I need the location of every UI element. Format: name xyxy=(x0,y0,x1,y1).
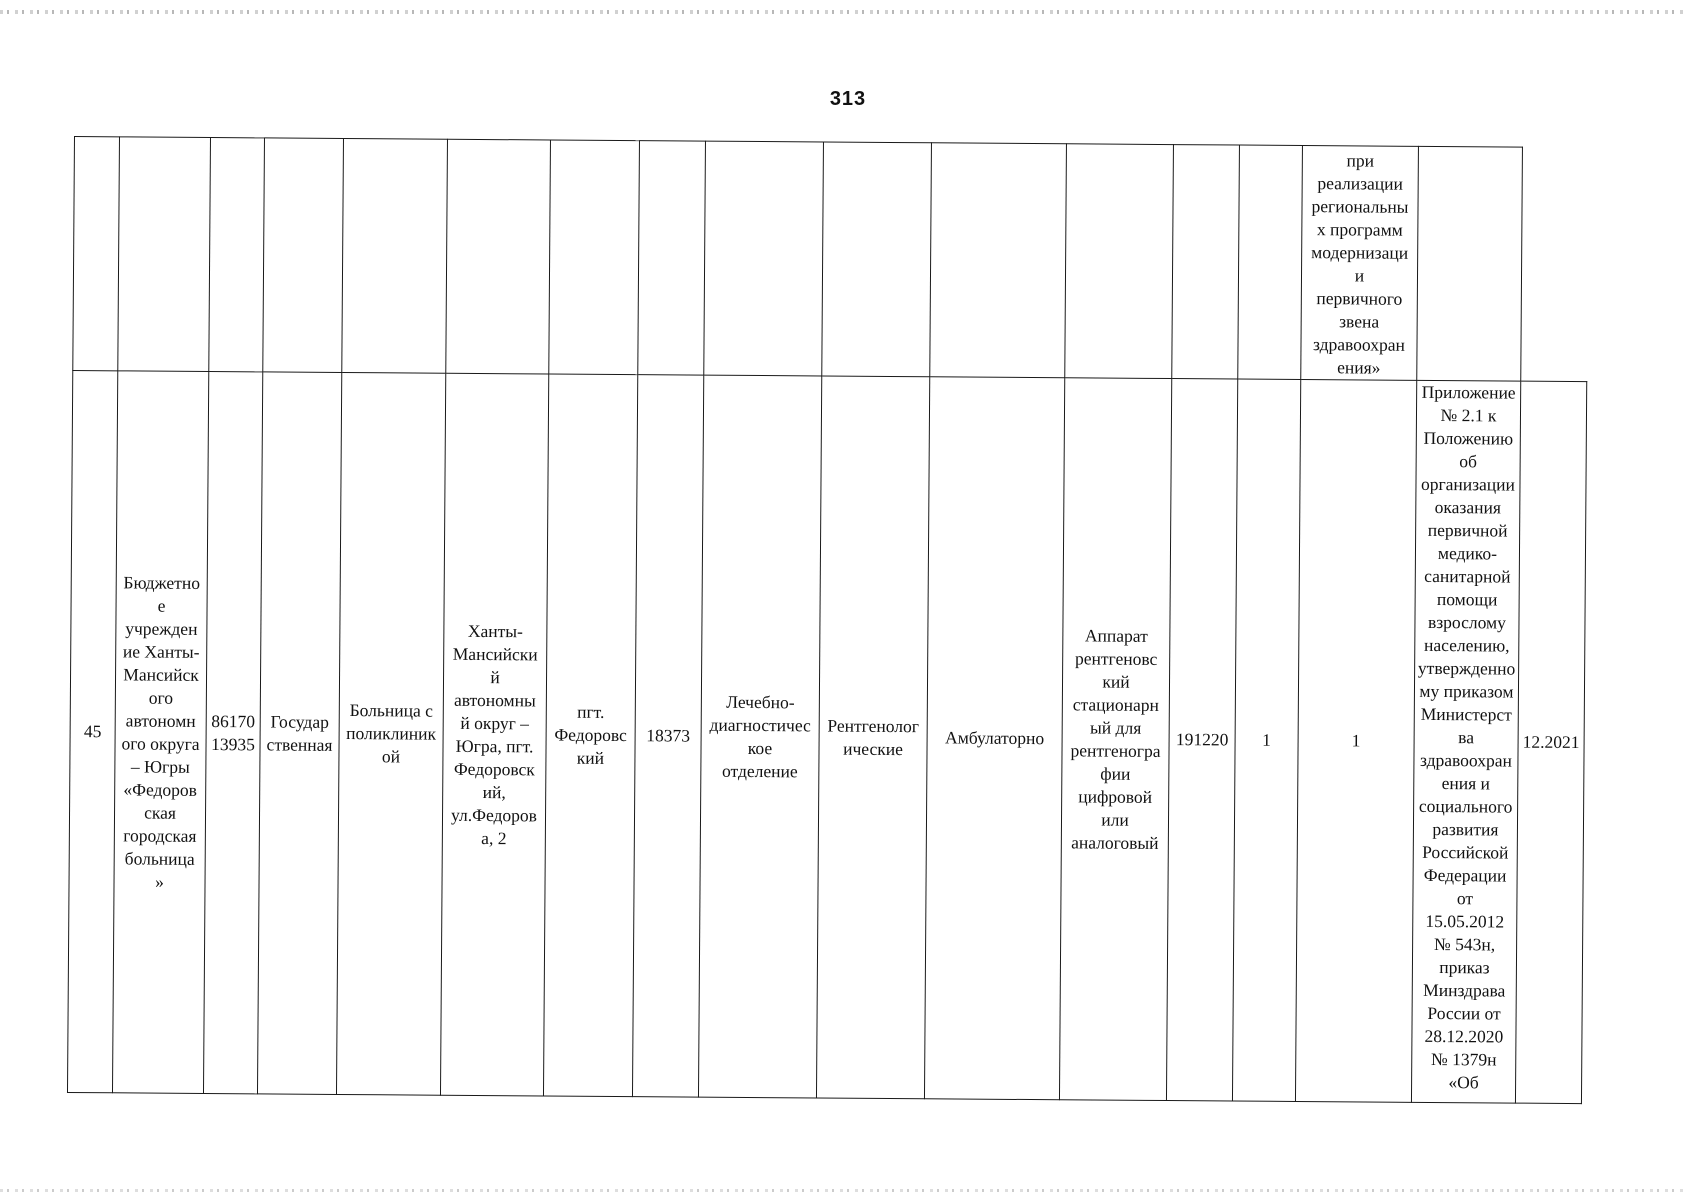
table-cell xyxy=(930,143,1067,378)
equipment-name: Аппарат рентгеновс кий стационарн ый для рентгеногра фии цифровой или аналоговый xyxy=(1059,378,1171,1101)
quantity-planned: 1 xyxy=(1295,379,1416,1102)
table-row xyxy=(67,370,1586,1103)
table-cell xyxy=(1417,146,1523,381)
page-number: 313 xyxy=(829,88,867,110)
table-cell xyxy=(263,138,344,373)
table-cell xyxy=(209,138,265,372)
table-row-continuation xyxy=(73,137,1589,382)
table-cell xyxy=(638,141,706,375)
equipment-table xyxy=(67,136,1589,1104)
facility-type: Больница с поликлиник ой xyxy=(336,372,445,1095)
scan-edge-top xyxy=(0,10,1686,14)
table-cell xyxy=(118,137,211,372)
quantity-required: 1 xyxy=(1232,379,1300,1101)
table-cell xyxy=(342,138,448,373)
care-form: Амбулаторно xyxy=(924,377,1064,1100)
ownership-type: Государ ственная xyxy=(257,372,341,1095)
locality-name: пгт. Федоровс кий xyxy=(543,374,637,1097)
table-cell xyxy=(446,139,551,374)
legal-basis: Приложение № 2.1 к Положению об организации оказания первичной медико- санитарной помощи взрослому населению, утвержденно му приказом Министерст ва здравоохран ения и социального развития Российской Федерации от 15.05.2012 № 543н, приказ Минздрава России от 28.12.2020 № 1379н «Об xyxy=(1411,380,1520,1103)
locality-code: 18373 xyxy=(632,375,703,1097)
row-number: 45 xyxy=(67,370,117,1092)
delivery-date: 12.2021 xyxy=(1515,381,1586,1103)
organization-name: Бюджетно е учрежден ие Ханты- Мансийск ого автономн ого округа – Югры «Федоров ская городская больница » xyxy=(112,371,208,1094)
table-cell xyxy=(549,140,640,375)
legal-basis-continuation: при реализации региональны х программ модернизаци и первичного звена здравоохран ения» xyxy=(1301,146,1419,381)
organization-code: 86170 13935 xyxy=(203,371,262,1093)
facility-address: Ханты- Мансийски й автономны й округ – Югра, пгт. Федоровск ий, ул.Федоров а, 2 xyxy=(440,373,548,1096)
table-cell xyxy=(704,141,824,376)
department-name: Лечебно- диагностичес кое отделение xyxy=(698,375,821,1098)
table-cell xyxy=(1065,144,1174,379)
equipment-code: 191220 xyxy=(1166,379,1237,1101)
table-cell xyxy=(822,142,932,377)
table-cell xyxy=(73,137,120,371)
table-cell xyxy=(1238,145,1303,379)
scan-edge-bottom xyxy=(0,1189,1686,1192)
equipment-category: Рентгенолог ические xyxy=(816,376,929,1099)
table-cell xyxy=(1172,145,1240,379)
